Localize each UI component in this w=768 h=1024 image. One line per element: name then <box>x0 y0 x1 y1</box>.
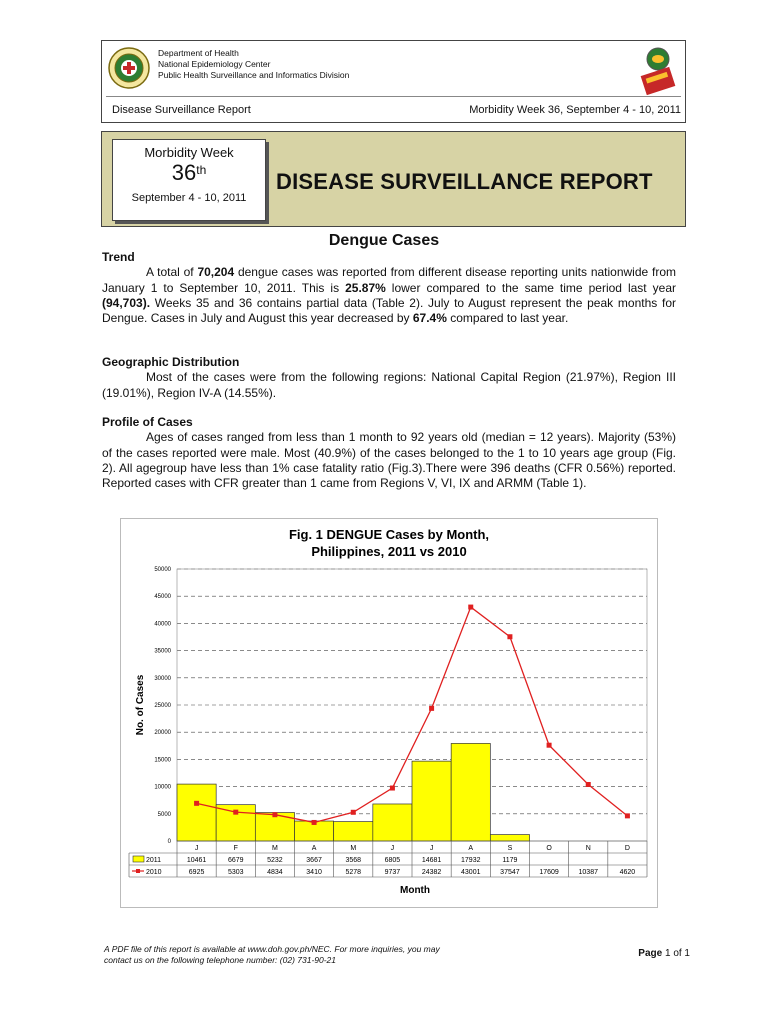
program-logo-icon <box>637 45 679 95</box>
table-value-2010: 17609 <box>539 869 559 876</box>
org-line-3: Public Health Surveillance and Informatics Division <box>158 70 350 80</box>
trend-section <box>102 250 676 326</box>
document-header <box>101 40 686 123</box>
plot-area <box>129 567 647 877</box>
x-axis-label: Month <box>400 885 430 896</box>
page-number <box>638 948 690 959</box>
table-value-2011: 14681 <box>421 857 442 864</box>
footer-note <box>104 944 440 966</box>
bar-2011 <box>412 761 451 841</box>
x-tick-label: M <box>350 845 357 852</box>
x-tick-label: J <box>194 845 199 852</box>
trend-paragraph <box>102 265 676 326</box>
x-tick-label: A <box>311 845 317 852</box>
profile-section <box>102 415 676 491</box>
table-value-2010: 43001 <box>461 869 481 876</box>
organization-block <box>158 48 349 81</box>
bar-2011 <box>373 804 412 841</box>
legend-marker-2010 <box>136 869 140 873</box>
trend-text-5: compared to last year. <box>446 311 569 326</box>
legend-label-2010: 2010 <box>146 869 162 876</box>
marker-2010 <box>390 786 395 791</box>
figure-1-chart <box>120 518 658 908</box>
chart-svg <box>121 519 657 907</box>
x-tick-label: M <box>271 845 278 852</box>
x-tick-label: N <box>585 845 591 852</box>
marker-2010 <box>312 820 317 825</box>
trend-text-3: lower compared to the same time period last year <box>385 280 676 295</box>
table-value-2010: 4834 <box>267 869 283 876</box>
page-current: 1 <box>664 948 671 959</box>
table-value-2010: 6925 <box>188 869 205 876</box>
trend-text-2: dengue cases was reported from different disease reporting units nationwide from January 1 to September 10, 2011. This is <box>102 265 676 295</box>
footer-note-line-1: A PDF file of this report is available at www.doh.gov.ph/NEC. For more inquiries, you may <box>104 944 440 954</box>
y-tick-label: 5000 <box>157 811 171 818</box>
marker-2010 <box>272 812 277 817</box>
section-title: Dengue Cases <box>328 232 440 249</box>
marker-2010 <box>547 743 552 748</box>
table-value-2011: 5232 <box>267 857 283 864</box>
trend-decrease: 67.4% <box>412 311 447 326</box>
y-tick-label: 50000 <box>154 567 171 573</box>
week-date-range: September 4 - 10, 2011 <box>131 192 247 204</box>
legend-label-2011: 2011 <box>146 857 162 864</box>
week-label: Morbidity Week <box>144 145 234 160</box>
geo-section <box>102 355 676 401</box>
week-number-suffix: th <box>196 163 207 177</box>
y-tick-label: 20000 <box>154 730 171 737</box>
y-tick-label: 10000 <box>154 784 171 791</box>
doh-seal-icon <box>108 47 150 89</box>
table-value-2010: 37547 <box>500 869 520 876</box>
title-banner <box>101 131 686 227</box>
table-value-2011: 3568 <box>345 857 362 864</box>
marker-2010 <box>194 801 199 806</box>
x-tick-label: J <box>429 845 434 852</box>
week-box <box>112 139 266 221</box>
profile-paragraph: Ages of cases ranged from less than 1 month to 92 years old (median = 12 years). Majority (53%) of the cases reported were male. Most (40.9%) of the cases belonged to the 1 to 10 years age group (Fig. 2). All agegroup have less than 1% case fatality ratio (Fig.3).There were 396 deaths (CFR 0.56%) reported. Reported cases with CFR greater than 1 came from Regions V, VI, IX and ARMM (Table 1). <box>102 430 676 491</box>
marker-2010 <box>625 813 630 818</box>
org-line-1: Department of Health <box>158 48 239 58</box>
table-value-2010: 9737 <box>384 869 401 876</box>
table-value-2011: 17932 <box>461 857 481 864</box>
y-tick-label: 40000 <box>154 621 171 628</box>
y-tick-label: 30000 <box>154 675 171 682</box>
chart-title: Fig. 1 DENGUE Cases by Month, <box>288 527 490 542</box>
geo-paragraph: Most of the cases were from the following regions: National Capital Region (21.97%), Region III (19.01%), Region IV-A (14.55%). <box>102 370 676 400</box>
chart-subtitle: Philippines, 2011 vs 2010 <box>311 544 467 559</box>
marker-2010 <box>586 782 591 787</box>
bar-2011 <box>490 835 529 841</box>
y-tick-label: 15000 <box>154 757 171 764</box>
y-axis-label: No. of Cases <box>135 674 146 736</box>
table-value-2010: 24382 <box>421 869 442 876</box>
page-total: of 1 <box>673 948 690 959</box>
header-divider <box>106 96 681 97</box>
trend-text-4: Weeks 35 and 36 contains partial data (Table 2). July to August represent the peak months for Dengue. Cases in July and August this year decreased by <box>102 295 676 326</box>
table-value-2010: 4620 <box>619 869 636 876</box>
trend-text-1: A total of <box>146 265 198 280</box>
y-tick-label: 45000 <box>154 594 171 601</box>
y-tick-label: 25000 <box>154 703 171 709</box>
x-tick-label: S <box>507 845 513 852</box>
page-label: Page <box>638 948 663 959</box>
table-value-2011: 1179 <box>502 857 518 864</box>
bar-2011 <box>334 822 373 841</box>
y-tick-label: 0 <box>167 839 171 845</box>
marker-2010 <box>233 810 238 815</box>
table-value-2010: 5303 <box>227 869 244 876</box>
x-tick-label: F <box>233 845 238 852</box>
table-value-2010: 3410 <box>306 869 322 876</box>
x-tick-label: O <box>546 845 552 852</box>
marker-2010 <box>429 706 434 711</box>
report-name: Disease Surveillance Report <box>112 104 251 116</box>
morbidity-week-line: Morbidity Week 36, September 4 - 10, 2011 <box>469 104 681 116</box>
footer-note-line-2: contact us on the following telephone number: (02) 731-90-21 <box>104 955 337 965</box>
trend-percent: 25.87% <box>345 280 386 295</box>
table-value-2011: 6805 <box>384 857 401 864</box>
x-tick-label: J <box>390 845 395 852</box>
table-value-2010: 5278 <box>345 869 362 876</box>
org-line-2: National Epidemiology Center <box>158 59 271 69</box>
table-value-2010: 10387 <box>578 869 598 876</box>
marker-2010 <box>351 810 356 815</box>
marker-2010 <box>507 634 512 639</box>
table-value-2011: 10461 <box>186 857 207 864</box>
profile-heading: Profile of Cases <box>102 415 193 429</box>
bar-2011 <box>451 743 490 841</box>
trend-heading: Trend <box>102 250 135 264</box>
trend-total: 70,204 <box>197 265 235 280</box>
table-value-2011: 6679 <box>227 857 244 864</box>
table-value-2011: 3667 <box>306 857 322 864</box>
geo-heading: Geographic Distribution <box>102 355 240 369</box>
legend-key-2011 <box>133 856 144 862</box>
x-tick-label: D <box>624 845 630 852</box>
y-tick-label: 35000 <box>154 648 171 655</box>
week-number-value: 36 <box>171 160 197 185</box>
trend-last-year: (94,703). <box>102 295 151 310</box>
bar-2011 <box>177 784 216 841</box>
marker-2010 <box>468 605 473 610</box>
x-tick-label: A <box>468 845 474 852</box>
week-number <box>113 162 265 184</box>
banner-title: DISEASE SURVEILLANCE REPORT <box>276 169 653 194</box>
